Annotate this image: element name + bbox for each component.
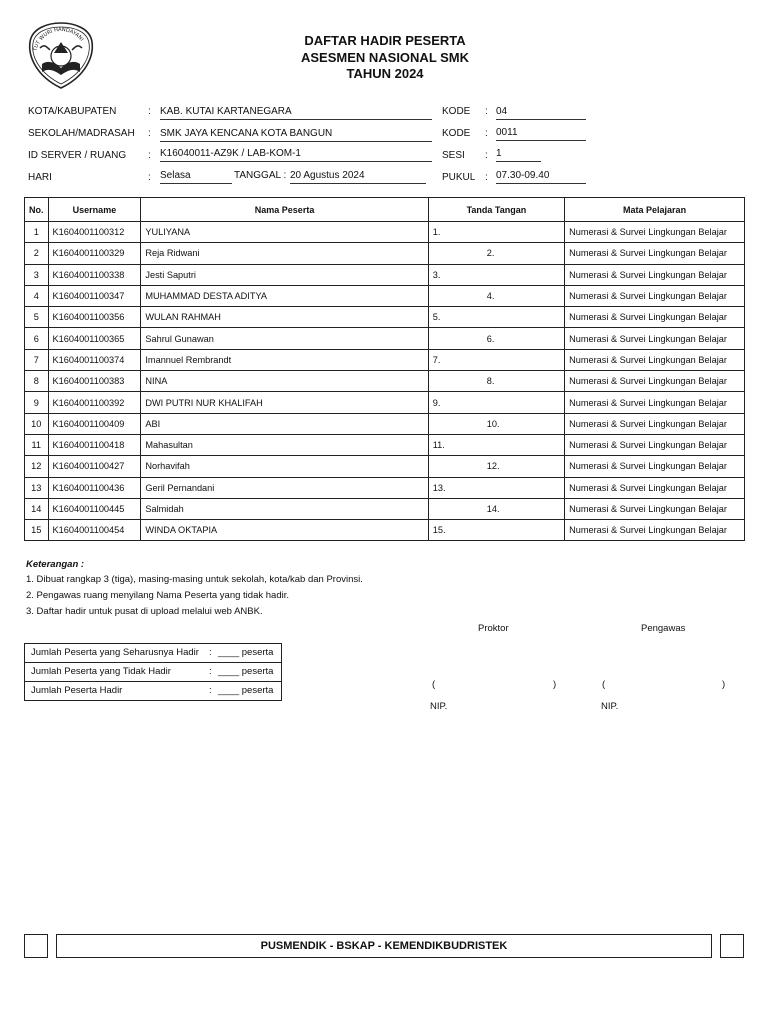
cell-ttd: 2. (428, 243, 564, 264)
pengawas-label: Pengawas (641, 623, 686, 634)
cell-no: 10 (25, 413, 49, 434)
cell-mapel: Numerasi & Survei Lingkungan Belajar (565, 371, 745, 392)
summary-label: Jumlah Peserta yang Seharusnya Hadir (31, 647, 199, 658)
table-row (25, 456, 745, 477)
summary-value: ____ peserta (218, 647, 274, 658)
sekolah-label: SEKOLAH/MADRASAH (28, 128, 135, 139)
cell-nama: WULAN RAHMAH (141, 307, 428, 328)
cell-nama: Sahrul Gunawan (141, 328, 428, 349)
pengawas-close-paren: ) (722, 679, 726, 690)
cell-ttd: 1. (428, 222, 564, 243)
colon: : (148, 128, 151, 139)
cell-mapel: Numerasi & Survei Lingkungan Belajar (565, 285, 745, 306)
cell-username: K1604001100409 (48, 413, 141, 434)
table-row (25, 392, 745, 413)
table-header-row (25, 198, 745, 222)
cell-nama: NINA (141, 371, 428, 392)
cell-no: 14 (25, 498, 49, 519)
header-username: Username (48, 198, 141, 222)
proktor-nip-label: NIP. (430, 701, 448, 712)
table-row (25, 285, 745, 306)
summary-row (25, 663, 281, 682)
cell-nama: Jesti Saputri (141, 264, 428, 285)
cell-mapel: Numerasi & Survei Lingkungan Belajar (565, 307, 745, 328)
cell-username: K1604001100312 (48, 222, 141, 243)
cell-username: K1604001100383 (48, 371, 141, 392)
cell-username: K1604001100338 (48, 264, 141, 285)
cell-nama: Imannuel Rembrandt (141, 349, 428, 370)
table-row (25, 264, 745, 285)
cell-no: 12 (25, 456, 49, 477)
cell-nama: YULIYANA (141, 222, 428, 243)
title-line-1: DAFTAR HADIR PESERTA (304, 33, 466, 48)
colon: : (485, 128, 488, 139)
colon: : (209, 647, 212, 658)
colon: : (485, 106, 488, 117)
note-item: 3. Daftar hadir untuk pusat di upload melalui web ANBK. (26, 606, 263, 617)
footer-left-box (24, 934, 48, 958)
kode1-value: 04 (496, 106, 586, 120)
cell-nama: Geril Pernandani (141, 477, 428, 498)
colon: : (209, 666, 212, 677)
table-row (25, 413, 745, 434)
table-row (25, 243, 745, 264)
cell-ttd: 14. (428, 498, 564, 519)
cell-username: K1604001100374 (48, 349, 141, 370)
cell-no: 2 (25, 243, 49, 264)
cell-username: K1604001100427 (48, 456, 141, 477)
cell-ttd: 4. (428, 285, 564, 306)
cell-ttd: 12. (428, 456, 564, 477)
svg-text:TUT WURI HANDAYANI: TUT WURI HANDAYANI (32, 26, 85, 52)
attendance-summary-box (24, 643, 282, 701)
cell-username: K1604001100365 (48, 328, 141, 349)
cell-no: 6 (25, 328, 49, 349)
cell-username: K1604001100356 (48, 307, 141, 328)
header-mapel: Mata Pelajaran (565, 198, 745, 222)
hari-label: HARI (28, 172, 52, 183)
cell-ttd: 8. (428, 371, 564, 392)
cell-no: 5 (25, 307, 49, 328)
cell-mapel: Numerasi & Survei Lingkungan Belajar (565, 413, 745, 434)
cell-mapel: Numerasi & Survei Lingkungan Belajar (565, 264, 745, 285)
table-row (25, 349, 745, 370)
cell-username: K1604001100329 (48, 243, 141, 264)
cell-ttd: 11. (428, 434, 564, 455)
note-item: 2. Pengawas ruang menyilang Nama Peserta yang tidak hadir. (26, 590, 289, 601)
table-row (25, 477, 745, 498)
cell-mapel: Numerasi & Survei Lingkungan Belajar (565, 498, 745, 519)
pengawas-open-paren: ( (602, 679, 606, 690)
cell-ttd: 9. (428, 392, 564, 413)
proktor-label: Proktor (478, 623, 509, 634)
cell-no: 11 (25, 434, 49, 455)
summary-value: ____ peserta (218, 666, 274, 677)
footer-banner: PUSMENDIK - BSKAP - KEMENDIKBUDRISTEK (56, 934, 712, 958)
sesi-label: SESI (442, 150, 465, 161)
cell-ttd: 13. (428, 477, 564, 498)
hari-value: Selasa (160, 170, 232, 184)
cell-username: K1604001100445 (48, 498, 141, 519)
table-row (25, 520, 745, 541)
cell-ttd: 10. (428, 413, 564, 434)
title-line-3: TAHUN 2024 (346, 66, 424, 81)
kode1-label: KODE (442, 106, 471, 117)
cell-mapel: Numerasi & Survei Lingkungan Belajar (565, 328, 745, 349)
cell-nama: Reja Ridwani (141, 243, 428, 264)
summary-value: ____ peserta (218, 685, 274, 696)
cell-ttd: 5. (428, 307, 564, 328)
cell-mapel: Numerasi & Survei Lingkungan Belajar (565, 456, 745, 477)
cell-nama: Salmidah (141, 498, 428, 519)
table-row (25, 371, 745, 392)
pukul-label: PUKUL (442, 172, 476, 183)
colon: : (148, 172, 151, 183)
note-item: 1. Dibuat rangkap 3 (tiga), masing-masing untuk sekolah, kota/kab dan Provinsi. (26, 574, 363, 585)
server-label: ID SERVER / RUANG (28, 150, 127, 161)
colon: : (485, 172, 488, 183)
proktor-open-paren: ( (432, 679, 436, 690)
header-ttd: Tanda Tangan (428, 198, 564, 222)
cell-nama: MUHAMMAD DESTA ADITYA (141, 285, 428, 306)
table-row (25, 434, 745, 455)
table-row (25, 307, 745, 328)
cell-nama: Norhavifah (141, 456, 428, 477)
table-row (25, 498, 745, 519)
cell-no: 8 (25, 371, 49, 392)
colon: : (148, 150, 151, 161)
cell-mapel: Numerasi & Survei Lingkungan Belajar (565, 222, 745, 243)
summary-row (25, 644, 281, 663)
server-value: K16040011-AZ9K / LAB-KOM-1 (160, 148, 432, 162)
cell-username: K1604001100454 (48, 520, 141, 541)
cell-mapel: Numerasi & Survei Lingkungan Belajar (565, 392, 745, 413)
cell-username: K1604001100347 (48, 285, 141, 306)
tut-wuri-handayani-logo (24, 20, 98, 92)
notes-heading: Keterangan : (26, 559, 85, 570)
cell-no: 3 (25, 264, 49, 285)
cell-nama: WINDA OKTAPIA (141, 520, 428, 541)
kota-label: KOTA/KABUPATEN (28, 106, 117, 117)
cell-nama: Mahasultan (141, 434, 428, 455)
table-row (25, 328, 745, 349)
summary-row (25, 682, 281, 700)
proktor-close-paren: ) (553, 679, 557, 690)
cell-ttd: 7. (428, 349, 564, 370)
cell-username: K1604001100392 (48, 392, 141, 413)
cell-mapel: Numerasi & Survei Lingkungan Belajar (565, 434, 745, 455)
cell-no: 1 (25, 222, 49, 243)
cell-ttd: 6. (428, 328, 564, 349)
kode2-label: KODE (442, 128, 471, 139)
cell-no: 13 (25, 477, 49, 498)
cell-mapel: Numerasi & Survei Lingkungan Belajar (565, 243, 745, 264)
cell-no: 15 (25, 520, 49, 541)
pukul-value: 07.30-09.40 (496, 170, 586, 184)
cell-nama: DWI PUTRI NUR KHALIFAH (141, 392, 428, 413)
cell-mapel: Numerasi & Survei Lingkungan Belajar (565, 477, 745, 498)
header-no: No. (25, 198, 49, 222)
colon: : (148, 106, 151, 117)
summary-label: Jumlah Peserta Hadir (31, 685, 123, 696)
summary-label: Jumlah Peserta yang Tidak Hadir (31, 666, 171, 677)
sekolah-value: SMK JAYA KENCANA KOTA BANGUN (160, 128, 432, 142)
header-nama: Nama Peserta (141, 198, 428, 222)
title-line-2: ASESMEN NASIONAL SMK (300, 50, 470, 65)
sesi-value: 1 (496, 148, 541, 162)
tanggal-value: 20 Agustus 2024 (290, 170, 426, 184)
cell-mapel: Numerasi & Survei Lingkungan Belajar (565, 349, 745, 370)
kode2-value: 0011 (496, 127, 586, 141)
cell-ttd: 3. (428, 264, 564, 285)
cell-no: 7 (25, 349, 49, 370)
colon: : (485, 150, 488, 161)
pengawas-nip-label: NIP. (601, 701, 619, 712)
cell-username: K1604001100436 (48, 477, 141, 498)
colon: : (209, 685, 212, 696)
attendance-table (24, 197, 745, 541)
table-row (25, 222, 745, 243)
footer-right-box (720, 934, 744, 958)
cell-no: 4 (25, 285, 49, 306)
cell-mapel: Numerasi & Survei Lingkungan Belajar (565, 520, 745, 541)
tanggal-label: TANGGAL : (234, 170, 287, 181)
cell-ttd: 15. (428, 520, 564, 541)
cell-username: K1604001100418 (48, 434, 141, 455)
cell-nama: ABI (141, 413, 428, 434)
kota-value: KAB. KUTAI KARTANEGARA (160, 106, 432, 120)
cell-no: 9 (25, 392, 49, 413)
